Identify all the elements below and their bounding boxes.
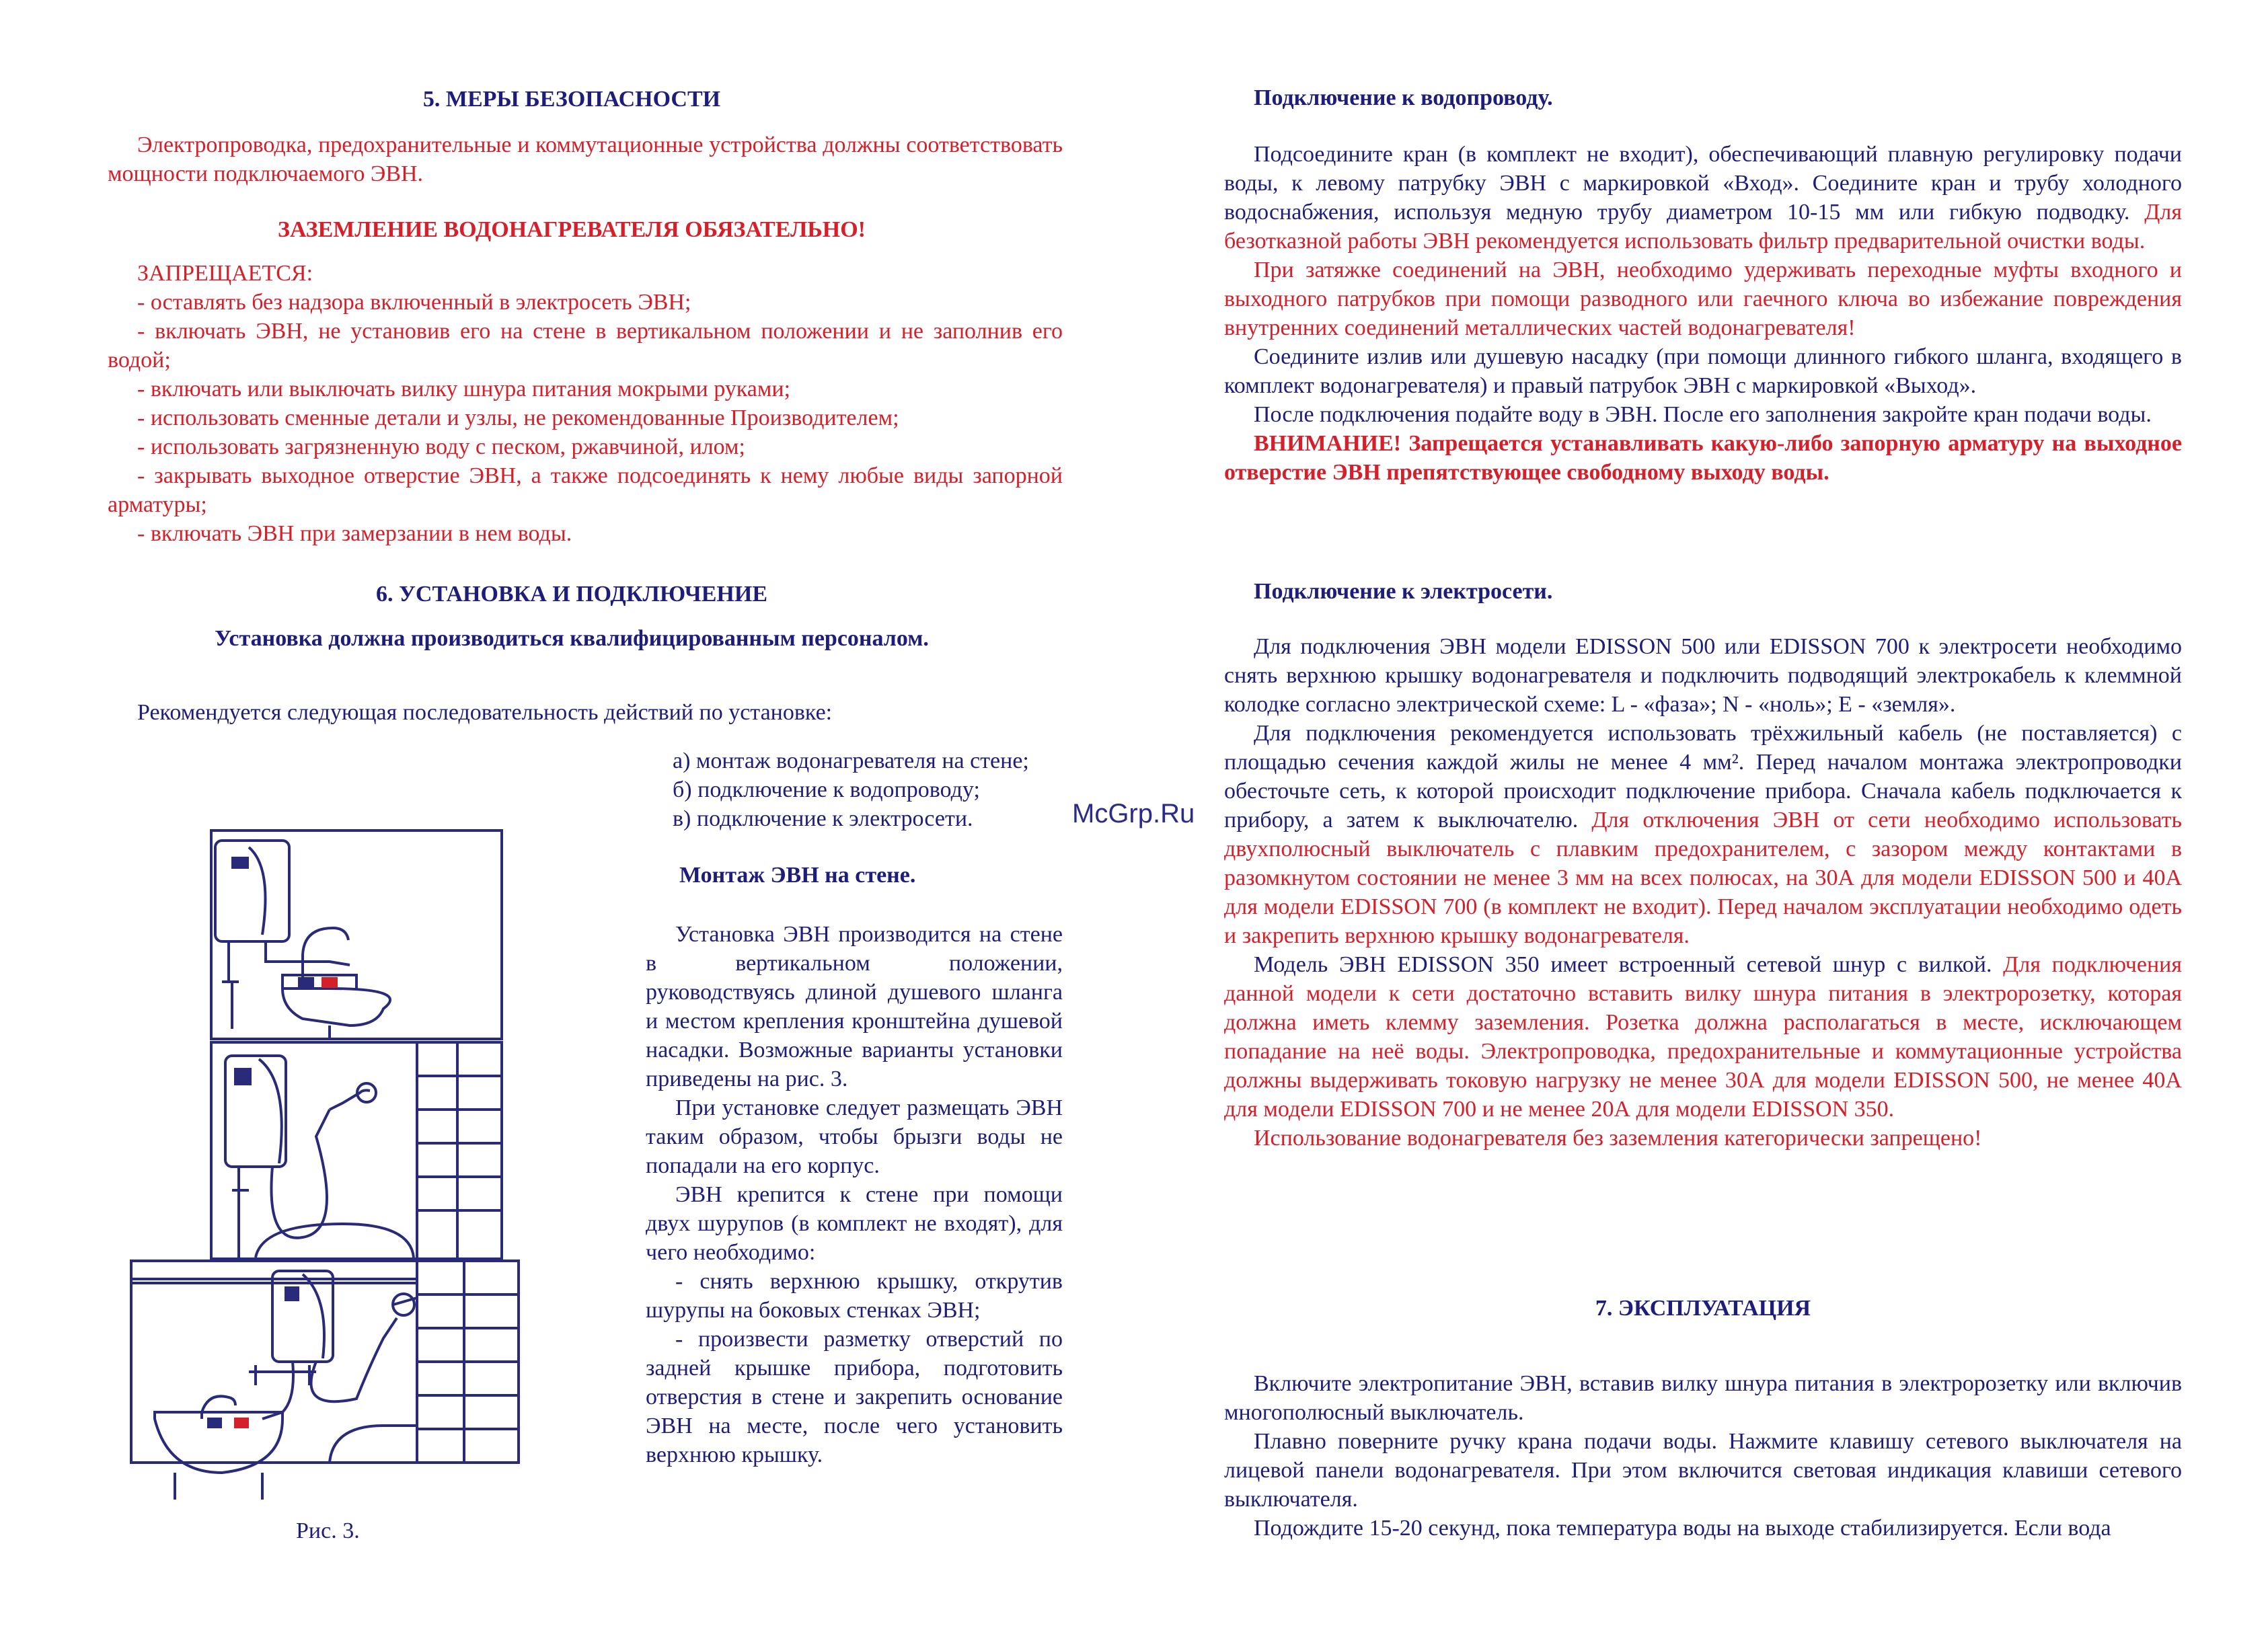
water-connection-text: Подсоедините кран (в комплект не входит), обеспечивающий плавную регулировку подачи воды, к левому патрубку ЭВН с маркировкой «Вход». Соедините кран и трубу холодного водоснабжения, используя медную трубу диаметром 10-15 мм или гибкую подводку. Для безотказной работы ЭВН рекомендуется использовать фильтр предварительной очистки воды. При затяжке соединений на ЭВН, необходимо удерживать переходные муфты входного и выходного патрубков при помощи разводного или гаечного ключа во избежание повреждения внутренних соединений металлических частей водонагревателя! Соедините излив или душевую насадку (при помощи длинного гибкого шланга, входящего в комплект водонагревателя) и правый патрубок ЭВН с маркировкой «Выход». После подключения подайте воду в ЭВН. После его заполнения закройте кран подачи воды. ВНИМАНИЕ! Запрещается устанавливать какую-либо запорную арматуру на выходное отверстие ЭВН препятствующее свободному выходу воды. [1224, 140, 2182, 487]
install-steps [673, 746, 1076, 833]
mount-title: Монтаж ЭВН на стене. [679, 863, 916, 888]
safety-intro: Электропроводка, предохранительные и коммутационные устройства должны соответствовать мощности подключаемого ЭВН. [108, 132, 1063, 186]
operation-text: Включите электропитание ЭВН, вставив вилку шнура питания в электророзетку или включив многополюсный выключатель. Плавно поверните ручку крана подачи воды. Нажмите клавишу сетевого выключателя на лицевой панели водонагревателя. При этом включится световая индикация клавиши сетевого выключателя. Подождите 15-20 секунд, пока температура воды на выходе стабилизируется. Если вода [1224, 1371, 2182, 1541]
right-page [1134, 0, 2268, 1626]
list-item: б) подключение к водопроводу; [673, 777, 980, 802]
list-item: - использовать сменные детали и узлы, не рекомендованные Производителем; [137, 405, 899, 430]
water-warning: ВНИМАНИЕ! Запрещается устанавливать какую-либо запорную арматуру на выходное отверстие ЭВН препятствующее свободному выходу воды. [1224, 431, 2182, 485]
list-item: - закрывать выходное отверстие ЭВН, а также подсоединять к нему любые виды запорной арматуры; [108, 463, 1063, 517]
forbidden-title: ЗАПРЕЩАЕТСЯ: [137, 261, 313, 286]
water-connection-title: Подключение к водопроводу. [1254, 85, 1553, 110]
list-item: в) подключение к электросети. [673, 806, 973, 831]
list-item: - включать или выключать вилку шнура питания мокрыми руками; [137, 377, 791, 401]
section-5-title: 5. МЕРЫ БЕЗОПАСНОСТИ [422, 87, 721, 112]
electric-connection-text: Для подключения ЭВН модели EDISSON 500 или EDISSON 700 к электросети необходимо снять верхнюю крышку водонагревателя и подключить подводящий электрокабель к клеммной колодке согласно электрической схеме: L - «фаза»; N - «ноль»; E - «земля». Для подключения рекомендуется использовать трёхжильный кабель (не поставляется) с площадью сечения каждой жилы не менее 4 мм². Перед началом монтажа электропроводки обесточьте сеть, к которой происходит подключение прибора. Сначала кабель подключается к прибору, а затем к выключателю. Для отключения ЭВН от сети необходимо использовать двухполюсный выключатель с плавким предохранителем, с зазором между контактами в разомкнутом состоянии не менее 3 мм на всех полюсах, на 30А для модели EDISSON 500 и 40А для модели EDISSON 700 (в комплект не входит). Перед началом эксплуатации необходимо одеть и закрепить верхнюю крышку водонагревателя. Модель ЭВН EDISSON 350 имеет встроенный сетевой шнур с вилкой. Для подключения данной модели к сети достаточно вставить вилку шнура питания в электророзетку, которая должна иметь клемму заземления. Розетка должна располагаться в месте, исключающем попадание на неё воды. Электропроводка, предохранительные и коммутационные устройства должны выдерживать токовую нагрузку не менее 30А для модели EDISSON 500, не менее 40А для модели EDISSON 700 и не менее 20А для модели EDISSON 350. Использование водонагревателя без заземления категорически запрещено! [1224, 634, 2183, 1151]
forbidden-list [108, 259, 1063, 548]
mount-text: Установка ЭВН производится на стене в вертикальном положении, руководствуясь длиной душевого шланга и местом крепления кронштейна душевой насадки. Возможные варианты установки приведены на рис. 3. При установке следует размещать ЭВН таким образом, чтобы брызги воды не попадали на его корпус. ЭВН крепится к стене при помощи двух шурупов (в комплект не входят), для чего необходимо: - снять верхнюю крышку, открутив шурупы на боковых стенках ЭВН; - произвести разметку отверстий по задней крышке прибора, подготовить отверстия в стене и закрепить основание ЭВН на месте, после чего установить верхнюю крышку. [646, 922, 1063, 1467]
figure-caption: Рис. 3. [296, 1518, 360, 1543]
grounding-warning: ЗАЗЕМЛЕНИЕ ВОДОНАГРЕВАТЕЛЯ ОБЯЗАТЕЛЬНО! [278, 217, 866, 242]
list-item: - оставлять без надзора включенный в электросеть ЭВН; [137, 290, 691, 315]
section-6-subtitle: Установка должна производиться квалифицированным персоналом. [215, 626, 929, 651]
section-6-title: 6. УСТАНОВКА И ПОДКЛЮЧЕНИЕ [375, 582, 768, 607]
list-item: - использовать загрязненную воду с песком, ржавчиной, илом; [137, 434, 745, 459]
list-item: - включать ЭВН при замерзании в нем воды. [137, 521, 572, 546]
electric-connection-title: Подключение к электросети. [1254, 579, 1553, 604]
list-item: - включать ЭВН, не установив его на стене в вертикальном положении и не заполнив его водой; [108, 319, 1063, 373]
watermark: McGrp.Ru [1072, 799, 1195, 828]
sequence-intro: Рекомендуется следующая последовательность действий по установке: [137, 700, 833, 725]
installation-figure [128, 827, 659, 1506]
list-item: а) монтаж водонагревателя на стене; [673, 748, 1029, 773]
figure-panel-1 [211, 830, 502, 1039]
section-7-title: 7. ЭКСПЛУАТАЦИЯ [1595, 1296, 1811, 1321]
